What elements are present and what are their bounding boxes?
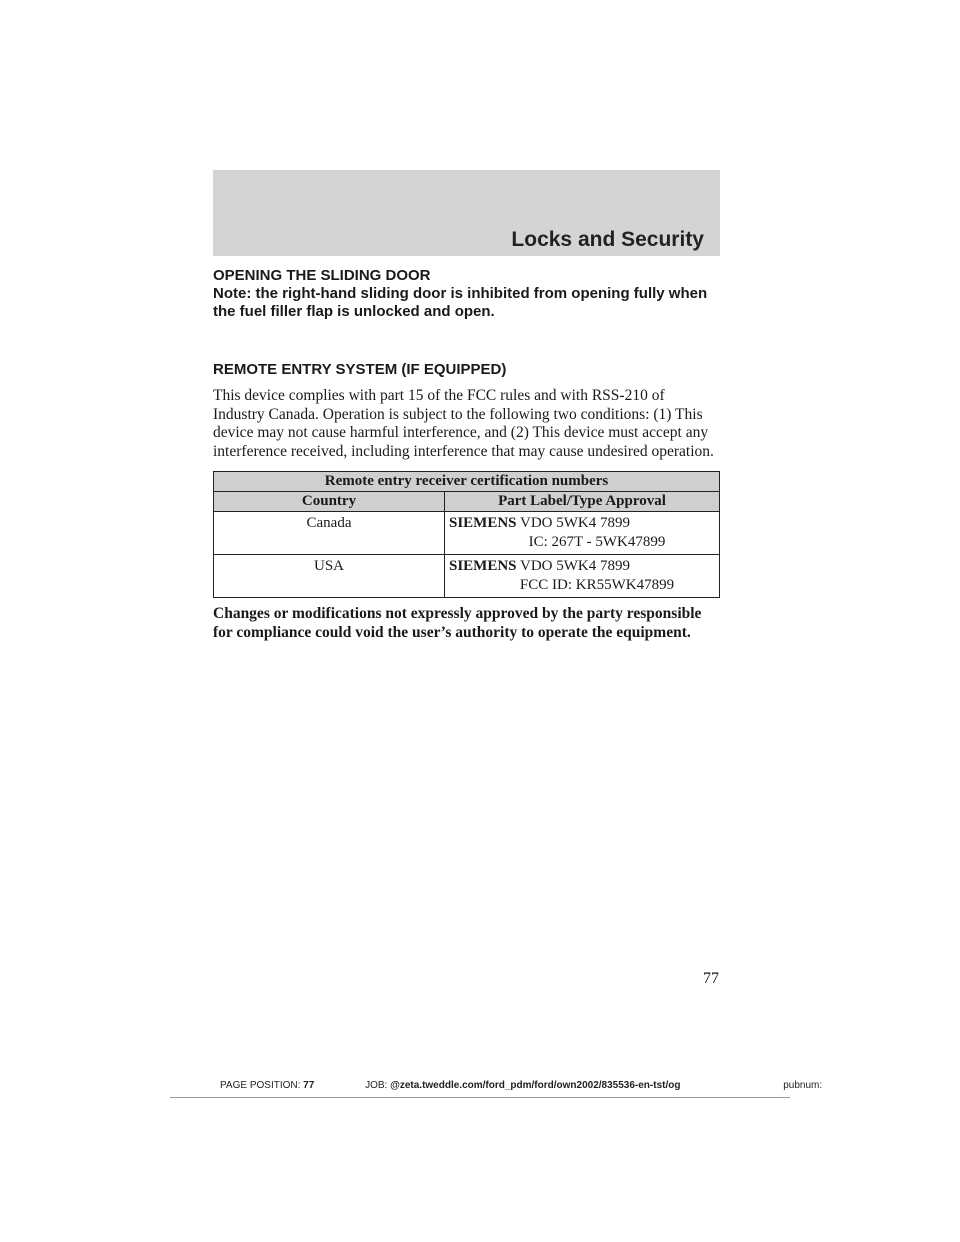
fcc-compliance-paragraph: This device complies with part 15 of the FCC rules and with RSS-210 of Industry Canada. Operation is subject to the following two conditions: (1) This device may not cause harmful interference, and (2) This device must accept any interference received, including interference that may cause undesired operation. [213,387,714,460]
sliding-door-heading: OPENING THE SLIDING DOOR [213,267,431,284]
brand-name: SIEMENS [449,558,517,574]
modification-warning: Changes or modifications not expressly approved by the party responsible for compliance could void the user’s authority to operate the equipment. [213,605,702,641]
page-position-label: PAGE POSITION: [220,1080,301,1091]
certification-id: IC: 267T - 5WK47899 [528,534,666,550]
page-content [213,267,720,642]
table-row [214,512,720,555]
brand-name: SIEMENS [449,515,517,531]
approval-cell [445,555,720,598]
country-cell: Canada [214,512,445,555]
footer-divider [170,1097,790,1098]
sliding-door-note: Note: the right-hand sliding door is inhibited from opening fully when the fuel filler flap is unlocked and open. [213,285,708,320]
column-header-country: Country [214,492,445,512]
job-label: JOB: [365,1080,388,1091]
page-position-value: 77 [303,1080,315,1091]
header-band [213,170,720,256]
model-number: VDO 5WK4 7899 [520,515,631,531]
country-cell: USA [214,555,445,598]
job-value: @zeta.tweddle.com/ford_pdm/ford/own2002/835536-en-tst/og [390,1080,681,1091]
section-title: Locks and Security [511,228,704,251]
pubnum-label: pubnum: [783,1080,823,1091]
certification-id: FCC ID: KR55WK47899 [519,577,675,593]
page-number: 77 [703,970,719,987]
remote-entry-heading: REMOTE ENTRY SYSTEM (IF EQUIPPED) [213,361,507,378]
table-row [214,555,720,598]
print-footer [220,1080,822,1091]
table-caption: Remote entry receiver certification numbers [214,472,720,492]
approval-cell [445,512,720,555]
certification-table [213,471,720,598]
column-header-approval: Part Label/Type Approval [445,492,720,512]
model-number: VDO 5WK4 7899 [520,558,631,574]
